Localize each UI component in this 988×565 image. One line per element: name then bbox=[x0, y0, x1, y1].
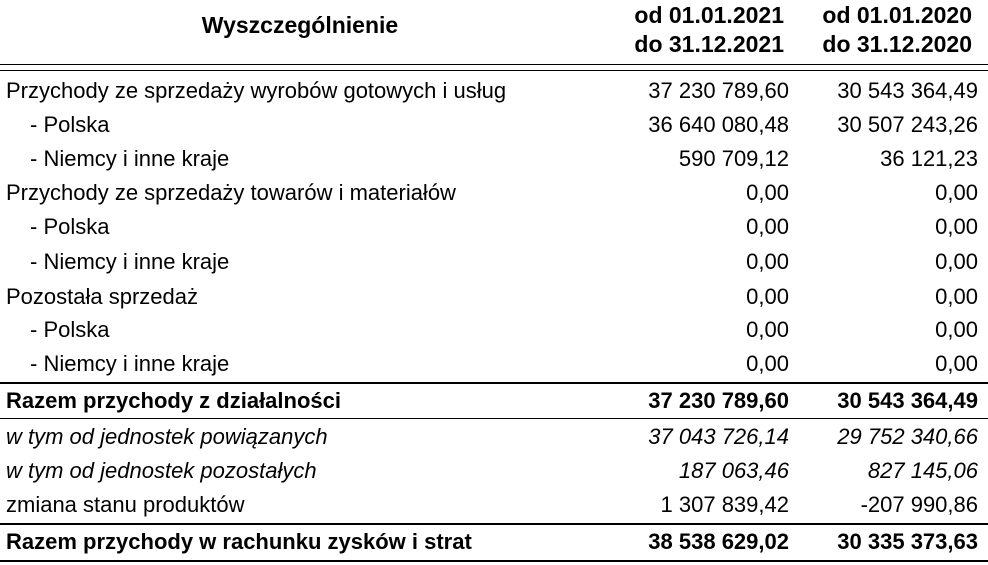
row-label: - Niemcy i inne kraje bbox=[30, 146, 230, 171]
row-value-2021: 187 063,46 bbox=[678, 458, 789, 483]
total-row-operations bbox=[0, 384, 988, 418]
grand-total-divider-bottom bbox=[0, 560, 988, 562]
table-row bbox=[0, 420, 988, 454]
row-value-2021: 37 230 789,60 bbox=[648, 388, 789, 413]
row-value-2021: 38 538 629,02 bbox=[648, 529, 789, 554]
table-row bbox=[0, 74, 988, 108]
row-value-2021: 0,00 bbox=[746, 351, 789, 376]
row-value-2021: 0,00 bbox=[746, 180, 789, 205]
row-value-2021: 0,00 bbox=[746, 249, 789, 274]
row-label: zmiana stanu produktów bbox=[6, 492, 245, 517]
total-divider-bottom bbox=[0, 418, 988, 419]
table-row bbox=[0, 280, 988, 314]
table-row bbox=[0, 210, 988, 244]
header-period-2020-to: do 31.12.2020 bbox=[822, 31, 972, 57]
row-value-2020: 30 335 373,63 bbox=[837, 529, 978, 554]
row-value-2020: 0,00 bbox=[935, 351, 978, 376]
row-value-2021: 590 709,12 bbox=[678, 146, 789, 171]
grand-total-row bbox=[0, 525, 988, 559]
row-label: - Niemcy i inne kraje bbox=[30, 351, 230, 376]
row-value-2020: 0,00 bbox=[935, 249, 978, 274]
row-value-2021: 0,00 bbox=[746, 284, 789, 309]
row-label: - Polska bbox=[30, 112, 110, 137]
row-value-2021: 1 307 839,42 bbox=[660, 492, 789, 517]
row-value-2020: 0,00 bbox=[935, 284, 978, 309]
row-label: - Niemcy i inne kraje bbox=[30, 249, 230, 274]
table-row bbox=[0, 108, 988, 142]
table-row bbox=[0, 176, 988, 210]
row-value-2020: 30 543 364,49 bbox=[837, 388, 978, 413]
row-value-2020: 0,00 bbox=[935, 180, 978, 205]
row-label: - Polska bbox=[30, 214, 110, 239]
row-value-2021: 36 640 080,48 bbox=[648, 112, 789, 137]
row-label: Przychody ze sprzedaży wyrobów gotowych i usług bbox=[6, 78, 507, 103]
row-value-2021: 37 230 789,60 bbox=[648, 78, 789, 103]
header-period-2020 bbox=[822, 1, 972, 59]
table-row bbox=[0, 488, 988, 522]
row-label: Razem przychody z działalności bbox=[6, 388, 341, 413]
table-row bbox=[0, 245, 988, 279]
row-value-2020: 0,00 bbox=[935, 214, 978, 239]
row-value-2020: 30 507 243,26 bbox=[837, 112, 978, 137]
row-label: Pozostała sprzedaż bbox=[6, 284, 198, 309]
row-value-2020: 29 752 340,66 bbox=[837, 424, 978, 449]
table-row bbox=[0, 142, 988, 176]
header-period-2021 bbox=[634, 1, 784, 59]
row-value-2020: 827 145,06 bbox=[867, 458, 978, 483]
header-divider-top bbox=[0, 64, 988, 65]
row-value-2021: 37 043 726,14 bbox=[648, 424, 789, 449]
header-period-2021-from: od 01.01.2021 bbox=[634, 2, 784, 28]
table-row bbox=[0, 454, 988, 488]
row-value-2020: 0,00 bbox=[935, 317, 978, 342]
row-label: w tym od jednostek pozostałych bbox=[6, 458, 317, 483]
row-label: - Polska bbox=[30, 317, 110, 342]
header-period-2020-from: od 01.01.2020 bbox=[822, 2, 972, 28]
header-label: Wyszczególnienie bbox=[201, 12, 399, 38]
row-label: Przychody ze sprzedaży towarów i materiałów bbox=[6, 180, 456, 205]
row-value-2020: 30 543 364,49 bbox=[837, 78, 978, 103]
row-value-2021: 0,00 bbox=[746, 214, 789, 239]
header-divider-bottom bbox=[0, 70, 988, 71]
row-value-2021: 0,00 bbox=[746, 317, 789, 342]
table-header bbox=[0, 0, 988, 64]
row-label: Razem przychody w rachunku zysków i strat bbox=[6, 529, 472, 554]
row-value-2020: 36 121,23 bbox=[880, 146, 978, 171]
table-row bbox=[0, 313, 988, 347]
header-period-2021-to: do 31.12.2021 bbox=[634, 31, 784, 57]
table-row bbox=[0, 347, 988, 381]
row-label: w tym od jednostek powiązanych bbox=[6, 424, 328, 449]
row-value-2020: -207 990,86 bbox=[860, 492, 978, 517]
